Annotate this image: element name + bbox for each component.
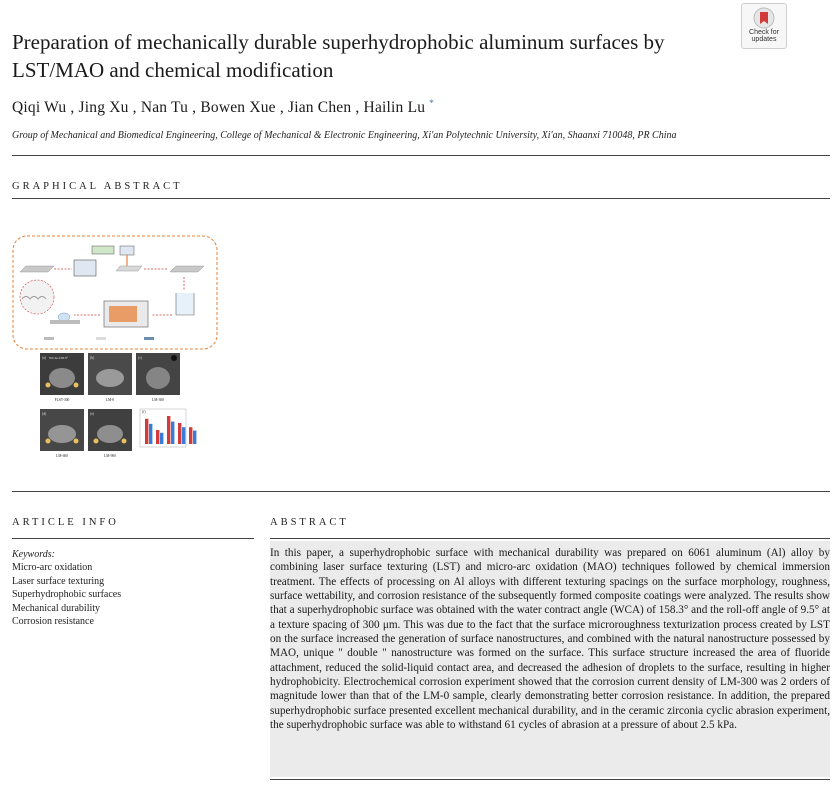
ga-bar bbox=[167, 416, 170, 444]
wca-label: WCA=158.3° bbox=[49, 356, 68, 360]
author-names: Qiqi Wu , Jing Xu , Nan Tu , Bowen Xue , Jian Chen , Hailin Lu bbox=[12, 99, 426, 117]
bookmark-icon bbox=[753, 7, 775, 29]
ga-bar bbox=[160, 433, 163, 444]
keywords-label: Keywords: bbox=[12, 549, 55, 560]
panel-label-e: (e) bbox=[90, 412, 94, 416]
panel-label-c: (c) bbox=[138, 356, 142, 360]
abstract-heading: ABSTRACT bbox=[270, 517, 349, 528]
check-for-updates-badge[interactable] bbox=[741, 3, 787, 49]
article-title: Preparation of mechanically durable superhydrophobic aluminum surfaces by LST/MAO and chemical modification bbox=[12, 30, 665, 82]
keyword-item[interactable]: Superhydrophobic surfaces bbox=[12, 589, 122, 601]
sample-label-4: LM-600 bbox=[56, 454, 68, 458]
sample-label-1: FLST-300 bbox=[54, 398, 70, 402]
sample-label-5: LM-900 bbox=[104, 454, 116, 458]
author-list bbox=[12, 98, 434, 117]
panel-label-a: (a) bbox=[42, 356, 46, 360]
sample-label-2: LM-0 bbox=[105, 398, 115, 402]
panel-label-d: (d) bbox=[42, 412, 47, 416]
article-info-heading: ARTICLE INFO bbox=[12, 517, 119, 528]
graphical-abstract-heading: GRAPHICAL ABSTRACT bbox=[12, 181, 183, 192]
corresponding-author-marker[interactable]: * bbox=[429, 98, 434, 108]
ga-bar bbox=[156, 430, 159, 444]
keyword-item[interactable]: Laser surface texturing bbox=[12, 575, 105, 587]
ga-bar bbox=[178, 423, 181, 444]
badge-line2: updates bbox=[751, 36, 777, 43]
abstract-text: In this paper, a superhydrophobic surface with mechanical durability was prepared on 6061 aluminum (Al) alloy by combining laser surface texturing (LST) and micro-arc oxidation (MAO) techniques followed by chemical immersion treatment. The effects of processing on Al alloys with different texturing spacings on the surface morphology, roughness, surface wettability, and corrosion resistance of the subsequently formed composite coatings were analyzed. The results show that a superhydrophobic surface was obtained with the water contract angle (WCA) of 158.3° and the roll-off angle of 9.5° at a texture spacing of 300 μm. This was due to the fact that the surface microroughness texturization process created by LST on the surface increased the generation of surface nanostructures, and combined with the natural nanostructure possessed by MAO, unique " double " nanostructure was formed on the surface. This surface structure increased the area of fluoride attachment, reduced the solid-liquid contact area, and decreased the adhesion of droplets to the surface, resulting in higher hydrophobicity. Electrochemical corrosion experiment showed that the corrosion current density of LM-300 was 2 orders of magnitude lower than that of the LM-0 sample, clearly demonstrating better corrosion resistance. In addition, the prepared superhydrophobic surface presented excellent mechanical durability, and in the ceramic zirconia cyclic abrasion experiment, the superhydrophobic surface was able to withstand 61 cycles of abrasion at a pressure of about 2.5 kPa. bbox=[270, 547, 830, 732]
ga-bar bbox=[182, 427, 185, 444]
ga-bar bbox=[189, 427, 192, 444]
sample-label-3: LM-300 bbox=[152, 398, 164, 402]
divider-article-info bbox=[12, 538, 254, 539]
keyword-item[interactable]: Micro-arc oxidation bbox=[12, 562, 93, 573]
affiliation: Group of Mechanical and Biomedical Engineering, College of Mechanical & Electronic Engineering, Xi'an Polytechnic University, Xi'an, Shaanxi 710048, PR China bbox=[12, 130, 677, 141]
keyword-item[interactable]: Corrosion resistance bbox=[12, 616, 94, 628]
divider-ga-bottom bbox=[12, 491, 830, 492]
divider-abstract bbox=[270, 538, 830, 539]
divider-top bbox=[12, 155, 830, 156]
divider-bottom bbox=[270, 779, 830, 780]
ga-bar bbox=[145, 419, 148, 444]
ga-bar bbox=[193, 431, 196, 444]
ga-bar bbox=[149, 424, 152, 444]
panel-label-b: (b) bbox=[90, 356, 95, 360]
panel-label-f: (f) bbox=[142, 410, 146, 414]
keyword-list bbox=[12, 561, 121, 629]
ga-bar bbox=[171, 422, 174, 444]
graphical-abstract-figure bbox=[12, 235, 219, 461]
keyword-item[interactable]: Mechanical durability bbox=[12, 602, 101, 614]
divider-ga bbox=[12, 198, 830, 199]
badge-line1: Check for bbox=[749, 29, 779, 36]
